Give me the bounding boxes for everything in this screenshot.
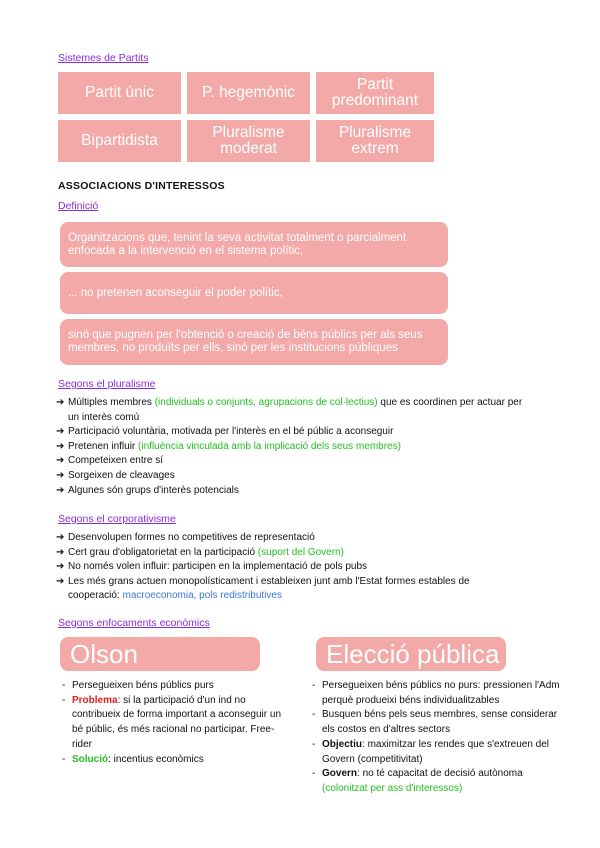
box-pluralisme-extrem [316,120,434,162]
corporativisme-link[interactable]: Segons el corporativisme [58,513,176,525]
list-item [56,560,496,575]
corporativisme-list [56,531,496,604]
definicio-box-2 [60,272,448,314]
list-item [312,708,560,737]
pluralisme-link[interactable]: Segons el pluralisme [58,378,156,390]
dash-icon: - [312,680,316,691]
olson-title: Olson [70,638,138,669]
item-text: Persegueixen béns públics no purs: pressionen l'Adm perquè produeixi béns individualitzables [322,680,560,706]
item-text: : no té capacitat de decisió autònoma [357,768,523,780]
definicio-box-3 [60,319,448,365]
solucio-label: Solució [72,753,109,765]
arrow-right-icon: ➔ [56,575,65,587]
olson-box [60,637,260,671]
item-text: Pretenen influir [68,440,139,452]
list-item [56,546,496,561]
arrow-right-icon: ➔ [56,426,65,438]
box-bipartidista [58,120,181,162]
arrow-right-icon: ➔ [56,484,65,496]
dash-icon: - [62,680,66,691]
arrow-right-icon: ➔ [56,532,65,543]
arrow-right-icon: ➔ [56,440,65,452]
item-green: (individuals o conjunts, agrupacions de col·lectius) [154,397,378,408]
govern-label: Govern [322,768,358,780]
dash-icon: - [312,709,316,721]
list-item [312,767,560,796]
definicio-text: sinó que pugnen per l'obtenció o creació de béns públics per als seus membres, no produïts per ells, sinó per les institucions públiques [68,329,423,354]
item-text: Busquen béns pels seus membres, sense considerar els costos en d'altres sectors [322,709,558,736]
item-text: Participació voluntària, motivada per l'interès en el bé públic a aconseguir [68,426,394,438]
item-text: : si la participació d'un ind no contribueix de forma important a aconseguir un bé públic, és més racional no participar. Free-rider [72,694,282,750]
list-item [56,396,536,425]
eleccio-title: Elecció pública [326,638,500,669]
item-green: (influència vinculada amb la implicació dels seus membres) [138,440,401,452]
list-item [312,679,560,708]
list-item [56,454,536,469]
item-text: Sorgeixen de cleavages [68,469,175,481]
dash-icon: - [62,694,66,706]
pluralisme-list [56,396,536,498]
dash-icon: - [312,768,316,780]
box-label: Bipartidista [81,132,158,149]
eleccio-box [316,637,506,671]
list-item [62,694,290,753]
item-text: Desenvolupen formes no competitives de representació [68,532,315,543]
list-item [56,484,536,499]
dash-icon: - [62,753,66,765]
olson-list [62,679,290,767]
list-item [312,738,560,767]
govern-green: (colonitzat per ass d'interessos) [322,782,463,794]
box-partit-unic [58,72,181,114]
item-text: Cert grau d'obligatorietat en la participació [68,546,258,558]
eleccio-list [312,679,560,797]
list-item [56,469,536,484]
box-label: Partit únic [85,84,154,101]
item-text: Les més grans actuen monopolísticament i estableixen junt amb l'Estat formes estables de cooperació: [68,575,470,602]
item-text: Algunes són grups d'interès potencials [68,484,239,496]
box-label: Partit predominant [331,76,419,109]
economics-link[interactable]: Segons enfocaments econòmics [58,617,210,629]
box-label: Pluralisme extrem [338,124,412,157]
list-item [56,440,536,455]
list-item [56,425,536,440]
list-item [62,753,290,768]
list-item [56,531,496,546]
item-text: : incentius econòmics [108,753,204,765]
definicio-box-1 [60,222,448,267]
arrow-right-icon: ➔ [56,469,65,481]
arrow-right-icon: ➔ [56,397,65,408]
box-pluralisme-moderat [187,120,310,162]
objectiu-label: Objectiu [322,738,363,750]
box-label: P. hegemònic [202,84,295,101]
sistemes-link[interactable]: Sistemes de Partits [58,52,149,64]
item-text: : maximitzar les rendes que s'extreuen del Govern (competitivitat) [322,738,550,765]
definicio-text: Organitzacions que, tenint la seva activitat totalment o parcialment enfocada a la intervenció en el sistema polític, [68,231,407,257]
dash-icon: - [312,738,316,750]
list-item [56,575,496,604]
problema-label: Problema [72,694,118,706]
box-hegemonic [187,72,310,114]
item-blue: macroeconomia, pols redistributives [122,590,282,602]
arrow-right-icon: ➔ [56,546,65,558]
item-green: (suport del Govern) [257,546,344,558]
item-text: que es coordinen per actuar per un interès comú [68,397,523,423]
associacions-heading: ASSOCIACIONS D'INTERESSOS [58,180,225,192]
box-label: Pluralisme moderat [212,124,285,157]
definicio-link[interactable]: Definició [58,200,99,212]
list-item [62,679,290,694]
item-text: No només volen influir: participen en la implementació de pols pubs [68,561,368,573]
arrow-right-icon: ➔ [56,561,65,573]
item-text: Persegueixen béns públics purs [72,680,214,691]
arrow-right-icon: ➔ [56,455,65,467]
item-text: Competeixen entre sí [68,455,164,467]
item-text: Múltiples membres [68,397,155,408]
definicio-text: ... no pretenen aconseguir el poder polític, [68,286,283,299]
box-predominant [316,72,434,114]
